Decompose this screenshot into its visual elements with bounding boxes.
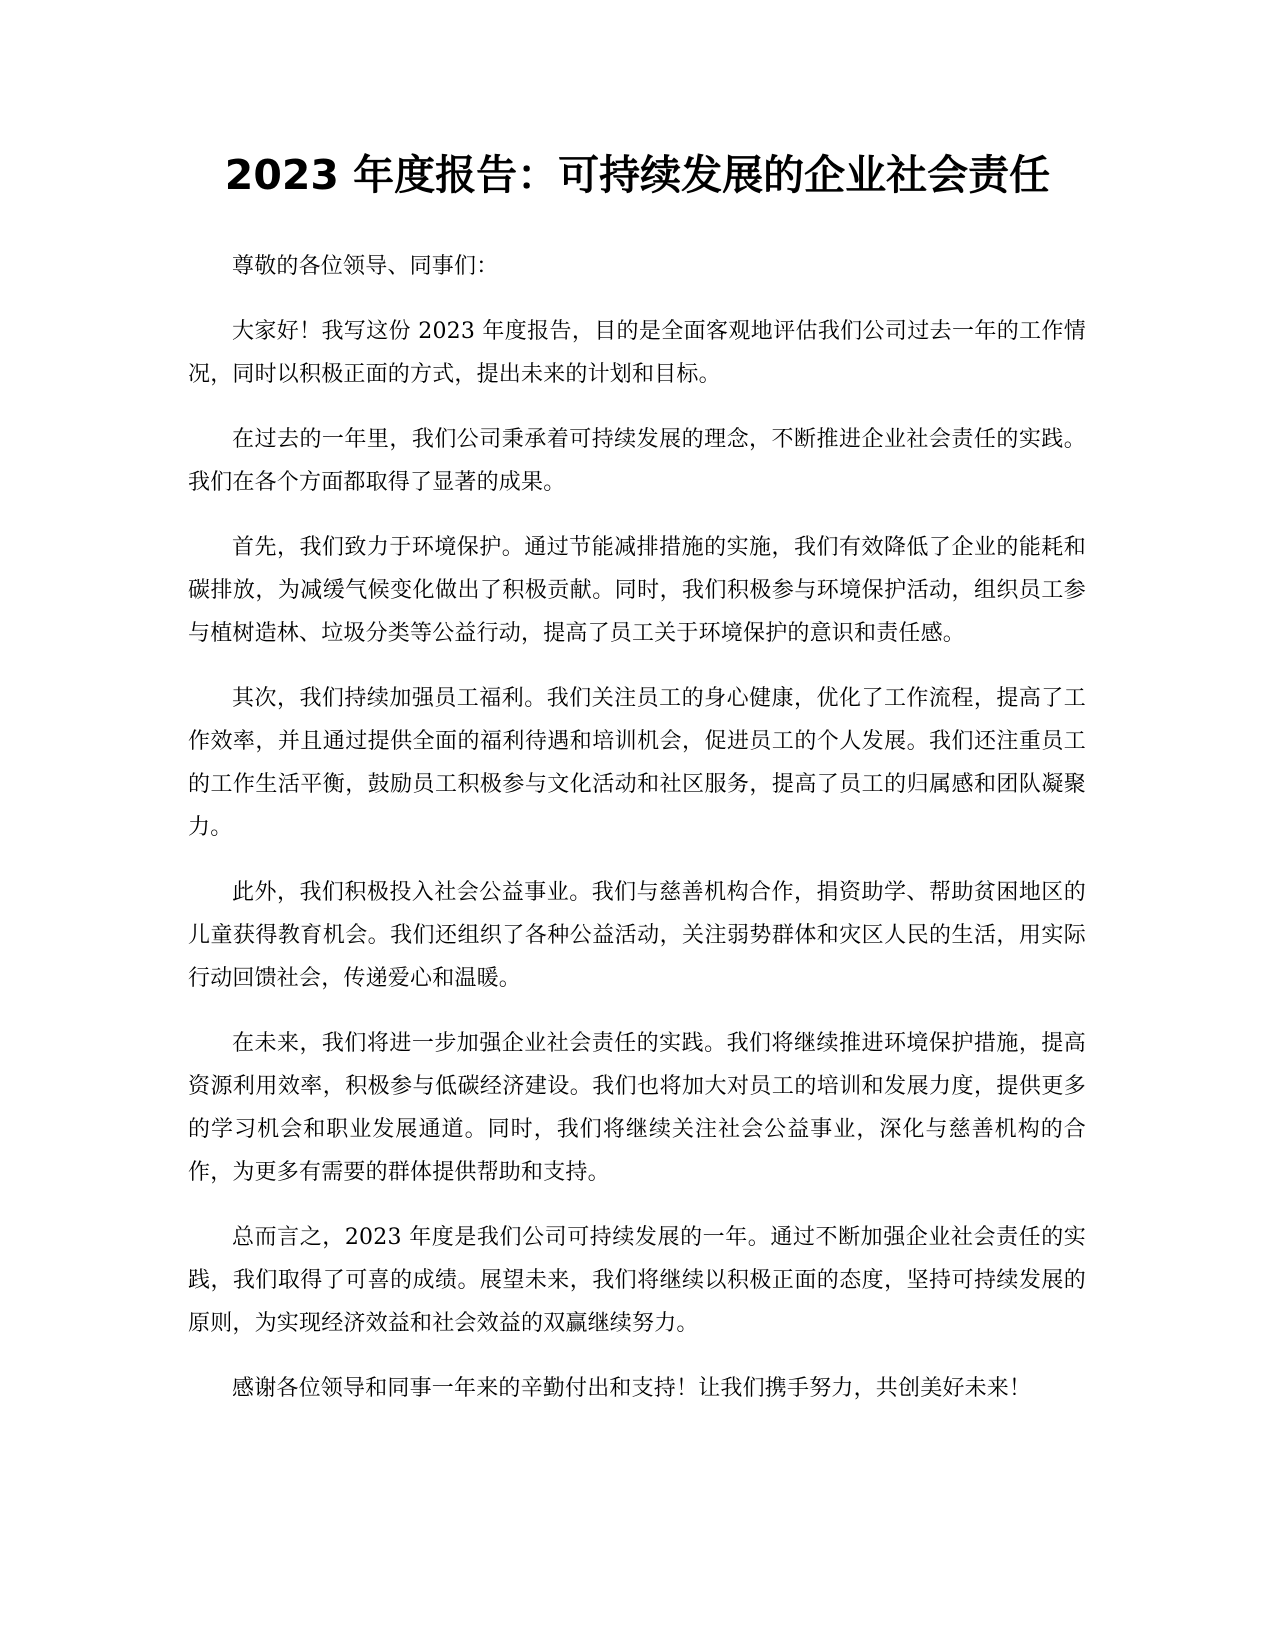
summary-paragraph: 总而言之，2023 年度是我们公司可持续发展的一年。通过不断加强企业社会责任的实践，我们取得了可喜的成绩。展望未来，我们将继续以积极正面的态度，坚持可持续发展的原则，为实现经济效益和社会效益的双赢继续努力。	[188, 1225, 1086, 1336]
page-title: 2023 年度报告：可持续发展的企业社会责任	[224, 151, 1051, 199]
public-welfare-paragraph: 此外，我们积极投入社会公益事业。我们与慈善机构合作，捐资助学、帮助贫困地区的儿童获得教育机会。我们还组织了各种公益活动，关注弱势群体和灾区人民的生活，用实际行动回馈社会，传递爱心和温暖。	[188, 880, 1086, 991]
overview-paragraph: 在过去的一年里，我们公司秉承着可持续发展的理念，不断推进企业社会责任的实践。我们在各个方面都取得了显著的成果。	[188, 427, 1086, 495]
environment-paragraph: 首先，我们致力于环境保护。通过节能减排措施的实施，我们有效降低了企业的能耗和碳排放，为减缓气候变化做出了积极贡献。同时，我们积极参与环境保护活动，组织员工参与植树造林、垃圾分类等公益行动，提高了员工关于环境保护的意识和责任感。	[188, 535, 1086, 646]
salutation-paragraph: 尊敬的各位领导、同事们：	[232, 254, 499, 279]
intro-paragraph: 大家好！我写这份 2023 年度报告，目的是全面客观地评估我们公司过去一年的工作情况，同时以积极正面的方式，提出未来的计划和目标。	[188, 319, 1086, 387]
employee-welfare-paragraph: 其次，我们持续加强员工福利。我们关注员工的身心健康，优化了工作流程，提高了工作效率，并且通过提供全面的福利待遇和培训机会，促进员工的个人发展。我们还注重员工的工作生活平衡，鼓励员工积极参与文化活动和社区服务，提高了员工的归属感和团队凝聚力。	[188, 686, 1086, 840]
document-body	[188, 245, 1086, 1432]
future-plans-paragraph: 在未来，我们将进一步加强企业社会责任的实践。我们将继续推进环境保护措施，提高资源利用效率，积极参与低碳经济建设。我们也将加大对员工的培训和发展力度，提供更多的学习机会和职业发展通道。同时，我们将继续关注社会公益事业，深化与慈善机构的合作，为更多有需要的群体提供帮助和支持。	[188, 1031, 1086, 1185]
closing-paragraph: 感谢各位领导和同事一年来的辛勤付出和支持！让我们携手努力，共创美好未来！	[232, 1376, 1032, 1401]
